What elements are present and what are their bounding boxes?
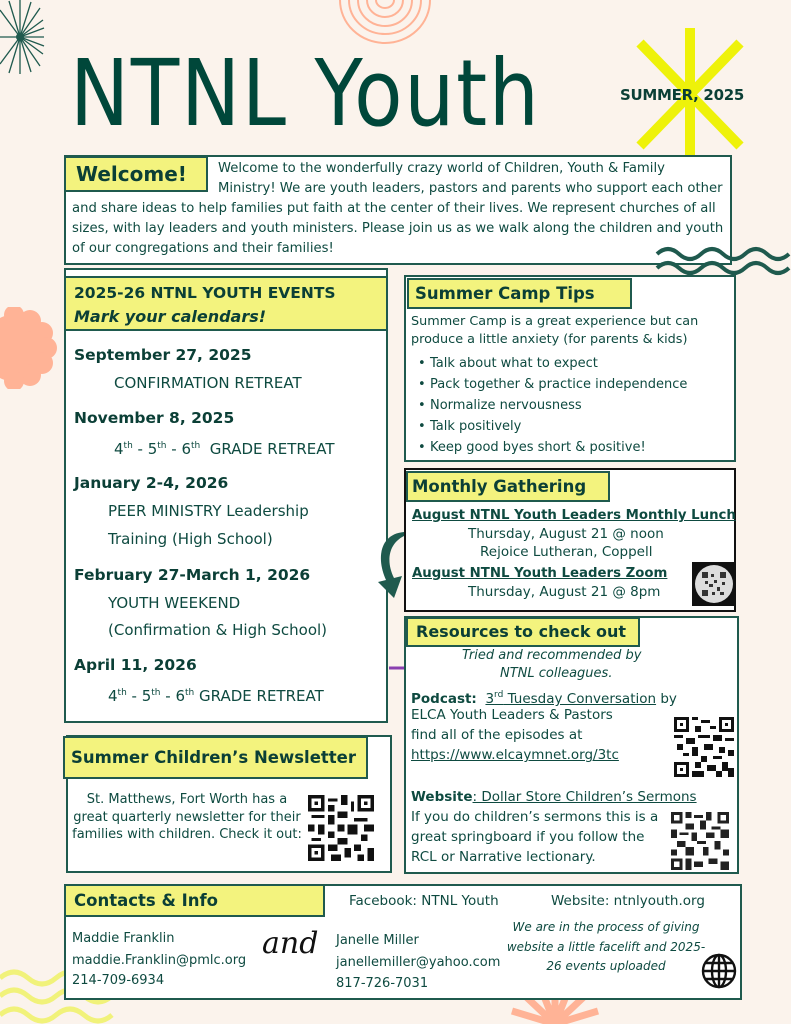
podcast-label: Podcast:: [411, 691, 477, 707]
event-description: 4th - 5th - 6th GRADE RETREAT: [108, 687, 324, 705]
season-label: SUMMER, 2025: [620, 86, 744, 104]
event-date: January 2-4, 2026: [74, 474, 229, 492]
ordinal-suffix: th: [191, 441, 201, 451]
podcast-link[interactable]: [485, 691, 656, 707]
podcast-qr-code[interactable]: [674, 716, 734, 778]
ordinal-suffix: th: [185, 688, 195, 698]
page-title: NTNL Youth: [70, 40, 541, 147]
zoom-qr-code[interactable]: [692, 562, 736, 606]
grade-number: 4: [114, 440, 124, 458]
event-title: GRADE RETREAT: [209, 440, 335, 458]
website-line: [411, 788, 697, 808]
list-item: • Keep good byes short & positive!: [432, 437, 687, 458]
website-label: Website: [411, 789, 473, 805]
podcast-url-link[interactable]: https://www.elcaymnet.org/3tc: [411, 747, 619, 763]
curved-arrow-icon: [372, 528, 406, 600]
newsletter-text: St. Matthews, Fort Worth has a great quarterly newsletter for their families with children. Check it out:: [72, 792, 302, 842]
list-item: • Talk about what to expect: [432, 353, 687, 374]
events-section: [64, 268, 388, 723]
event-description: CONFIRMATION RETREAT: [114, 374, 302, 392]
contact-phone: 214-709-6934: [72, 973, 165, 988]
and-script: and: [262, 926, 319, 961]
camp-tips-list: [432, 353, 687, 458]
resources-tagline: Tried and recommended by: [462, 648, 642, 663]
events-heading: [64, 276, 388, 331]
ordinal-suffix: th: [157, 441, 167, 451]
events-subtitle: Mark your calendars!: [74, 307, 267, 326]
event-date: November 8, 2025: [74, 409, 235, 427]
contact-email[interactable]: janellemiller@yahoo.com: [336, 955, 501, 970]
resources-section: [404, 616, 739, 874]
grade-number: 6: [181, 440, 192, 458]
event-description: PEER MINISTRY Leadership: [108, 502, 309, 520]
list-item: • Talk positively: [432, 416, 687, 437]
event-description: (Confirmation & High School): [108, 621, 328, 639]
grade-number: 5: [147, 440, 158, 458]
grade-number: 6: [175, 687, 186, 705]
sermons-qr-code[interactable]: [670, 812, 730, 870]
starburst-decoration: [0, 0, 70, 75]
event-description: Training (High School): [108, 530, 273, 548]
podcast-description: find all of the episodes at: [411, 727, 583, 743]
website-description: If you do children’s sermons this is a: [411, 809, 659, 825]
event-date: February 27-March 1, 2026: [74, 566, 311, 584]
zoom-link[interactable]: August NTNL Youth Leaders Zoom: [412, 566, 668, 581]
ordinal-suffix: rd: [494, 690, 504, 700]
website-link[interactable]: : Dollar Store Children’s Sermons: [472, 789, 697, 805]
website-note: We are in the process of giving website a little facelift and 2025-26 events uploaded: [506, 920, 706, 973]
contact-phone: 817-726-7031: [336, 976, 429, 991]
resources-heading: Resources to check out: [406, 617, 640, 647]
website-url[interactable]: Website: ntnlyouth.org: [551, 893, 705, 909]
zoom-time: Thursday, August 21 @ 8pm: [468, 584, 661, 600]
newsletter-qr-code[interactable]: [308, 794, 374, 862]
lunch-location: Rejoice Lutheran, Coppell: [480, 544, 653, 560]
events-title: 2025-26 NTNL YOUTH EVENTS: [74, 284, 336, 302]
contact-name: Maddie Franklin: [72, 931, 175, 946]
welcome-heading: Welcome!: [64, 156, 208, 192]
lunch-time: Thursday, August 21 @ noon: [468, 526, 664, 542]
ordinal-suffix: th: [117, 688, 127, 698]
wavy-lines-decoration: [655, 244, 791, 278]
event-date: September 27, 2025: [74, 346, 252, 364]
event-description: YOUTH WEEKEND: [108, 594, 241, 612]
podcast-description: ELCA Youth Leaders & Pastors: [411, 707, 613, 723]
grade-number: 4: [108, 687, 118, 705]
list-item: • Pack together & practice independence: [432, 374, 687, 395]
contacts-heading: Contacts & Info: [64, 884, 325, 917]
podcast-number: 3: [485, 691, 495, 707]
ordinal-suffix: th: [123, 441, 133, 451]
welcome-text: Welcome to the wonderfully crazy world of Children, Youth & Family Ministry! We are youth leaders, pastors and parents who support each other and share ideas to help families put faith at the center of their lives. We represent churches of all sizes, with lay leaders and youth ministers. Please join us as we walk along the children and youth of our congregations and their families!: [72, 161, 724, 256]
website-description: great springboard if you follow the: [411, 829, 645, 845]
event-date: April 11, 2026: [74, 656, 197, 674]
monthly-heading: Monthly Gathering: [406, 471, 610, 502]
podcast-title: Tuesday Conversation: [503, 691, 657, 707]
facebook-label: Facebook: NTNL Youth: [349, 893, 499, 909]
contact-name: Janelle Miller: [336, 933, 419, 948]
contact-email[interactable]: maddie.Franklin@pmlc.org: [72, 953, 247, 968]
resources-tagline: NTNL colleagues.: [500, 666, 613, 681]
website-description: RCL or Narrative lectionary.: [411, 849, 596, 865]
camp-heading: Summer Camp Tips: [407, 278, 632, 309]
list-item: • Normalize nervousness: [432, 395, 687, 416]
grade-number: 5: [141, 687, 152, 705]
event-description: 4th - 5th - 6th GRADE RETREAT: [114, 440, 335, 458]
podcast-by: by: [656, 691, 677, 707]
lunch-link[interactable]: August NTNL Youth Leaders Monthly Lunch: [412, 508, 736, 523]
newsletter-heading: Summer Children’s Newsletter: [63, 736, 368, 779]
camp-intro: Summer Camp is a great experience but can produce a little anxiety (for parents & kids): [411, 314, 699, 347]
scalloped-circle-decoration: [0, 307, 58, 389]
globe-icon: [700, 952, 738, 990]
ordinal-suffix: th: [151, 688, 161, 698]
event-title: GRADE RETREAT: [199, 687, 324, 705]
